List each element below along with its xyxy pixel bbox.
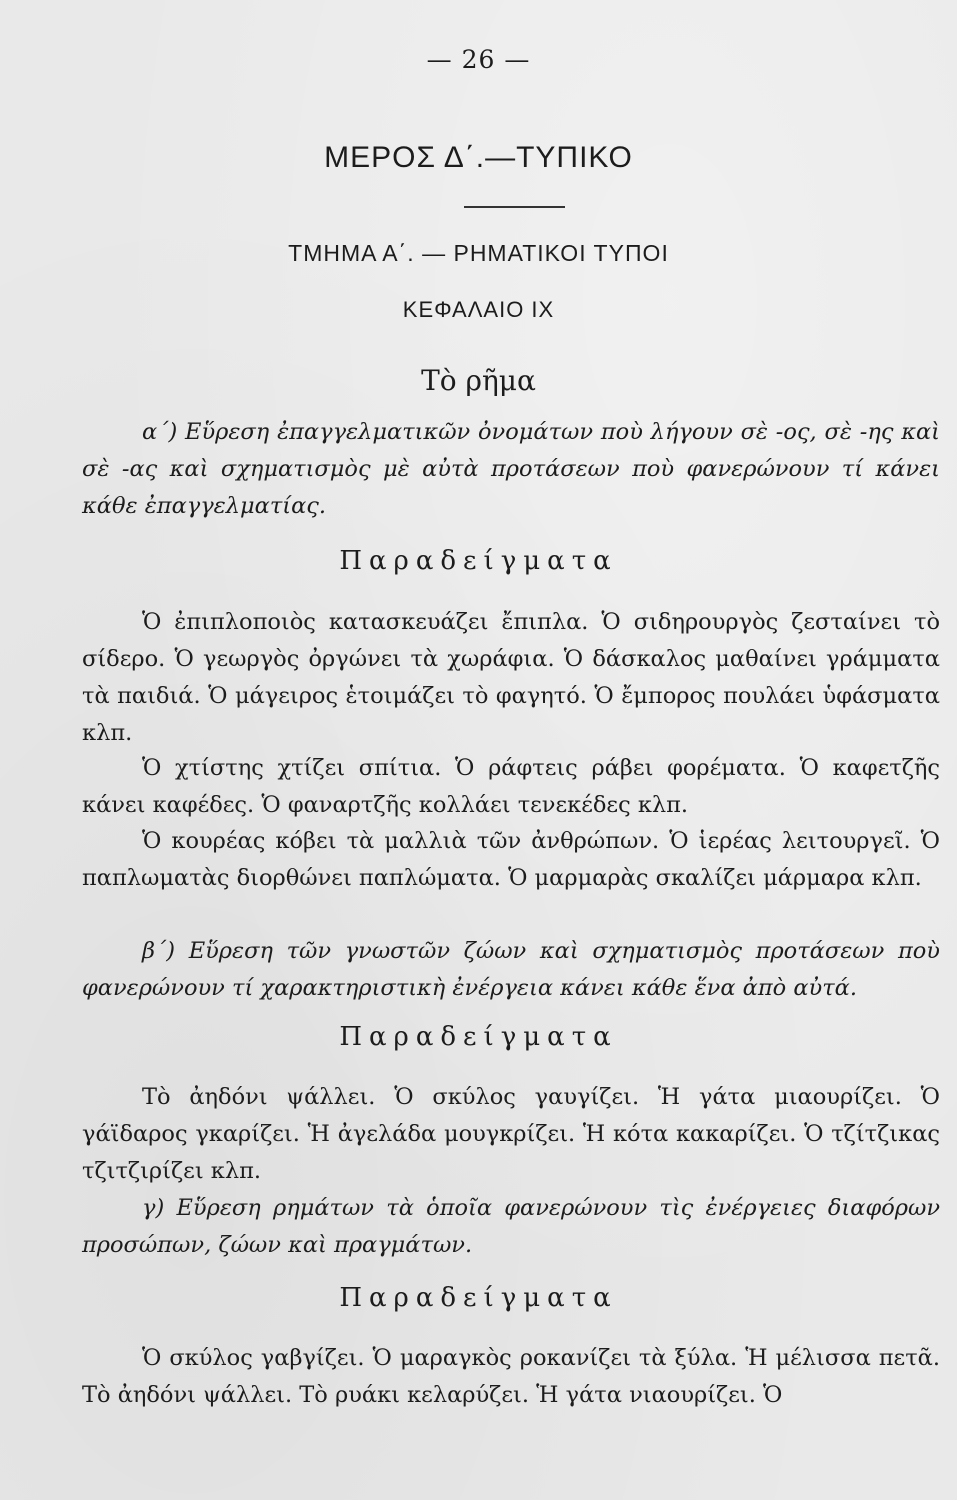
topic-title: Τὸ ρῆμα [421,364,536,397]
task-b-text: β΄) Εὕρεση τῶν γνωστῶν ζώων καὶ σχηματισμὸς προτάσεων ποὺ φανερώνουν τί χαρακτηριστικὴ ἐνέργεια κάνει κάθε ἕνα ἀπὸ αὐτά. [82,938,940,1001]
chapter-title: ΚΕΦΑΛΑΙΟ IX [402,297,555,322]
examples-a-text-3: Ὁ κουρέας κόβει τὰ μαλλιὰ τῶν ἀνθρώπων. Ὁ ἱερέας λειτουργεῖ. Ὁ παπλωματὰς διορθώνει παπλώματα. Ὁ μαρμαρὰς σκαλίζει μάρμαρα κλπ. [82,828,940,891]
task-c-paragraph [82,1190,940,1264]
examples-heading-3: Παραδείγματα [339,1283,618,1313]
examples-a-paragraph-2 [82,750,940,824]
examples-a-paragraph-1 [82,604,940,752]
part-title: ΜΕΡΟΣ Δ΄.—ΤΥΠΙΚΟ [324,141,633,174]
section-title: ΤΜΗΜΑ Α΄. — ΡΗΜΑΤΙΚΟΙ ΤΥΠΟΙ [288,240,669,266]
examples-a-text-1: Ὁ ἐπιπλοποιὸς κατασκευάζει ἔπιπλα. Ὁ σιδηρουργὸς ζεσταίνει τὸ σίδερο. Ὁ γεωργὸς ὀργώνει τὰ χωράφια. Ὁ δάσκαλος μαθαίνει γράμματα τὰ παιδιά. Ὁ μάγειρος ἑτοιμάζει τὸ φαγητό. Ὁ ἔμπορος πουλάει ὑφάσματα κλπ. [82,609,940,746]
examples-b-text: Τὸ ἀηδόνι ψάλλει. Ὁ σκύλος γαυγίζει. Ἡ γάτα μιαουρίζει. Ὁ γάϊδαρος γκαρίζει. Ἡ ἀγελάδα μουγκρίζει. Ἡ κότα κακαρίζει. Ὁ τζίτζικας τζιτζιρίζει κλπ. [82,1084,940,1184]
examples-a-text-2: Ὁ χτίστης χτίζει σπίτια. Ὁ ράφτεις ράβει φορέματα. Ὁ καφετζῆς κάνει καφέδες. Ὁ φαναρτζῆς κολλάει τενεκέδες κλπ. [82,755,940,818]
examples-a-paragraph-3 [82,823,940,897]
title-divider [464,206,565,208]
examples-b-paragraph [82,1079,940,1190]
examples-heading-2: Παραδείγματα [339,1022,618,1052]
examples-heading-1: Παραδείγματα [339,546,618,576]
task-a-text: α΄) Εὕρεση ἐπαγγελματικῶν ὀνομάτων ποὺ λήγουν σὲ -ος, σὲ -ης καὶ σὲ -ας καὶ σχηματισμὸς μὲ αὐτὰ προτάσεων ποὺ φανερώνουν τί κάνει κάθε ἐπαγγελματίας. [82,419,940,519]
examples-c-text: Ὁ σκύλος γαβγίζει. Ὁ μαραγκὸς ροκανίζει τὰ ξύλα. Ἡ μέλισσα πετᾶ. Τὸ ἀηδόνι ψάλλει. Τὸ ρυάκι κελαρύζει. Ἡ γάτα νιαουρίζει. Ὁ [82,1345,940,1408]
task-a-paragraph [82,414,940,525]
task-b-paragraph [82,933,940,1007]
page-number: — 26 — [426,45,531,74]
examples-c-paragraph [82,1340,940,1414]
task-c-text: γ) Εὕρεση ρημάτων τὰ ὁποῖα φανερώνουν τὶς ἐνέργειες διαφόρων προσώπων, ζώων καὶ πραγμάτων. [82,1195,940,1258]
